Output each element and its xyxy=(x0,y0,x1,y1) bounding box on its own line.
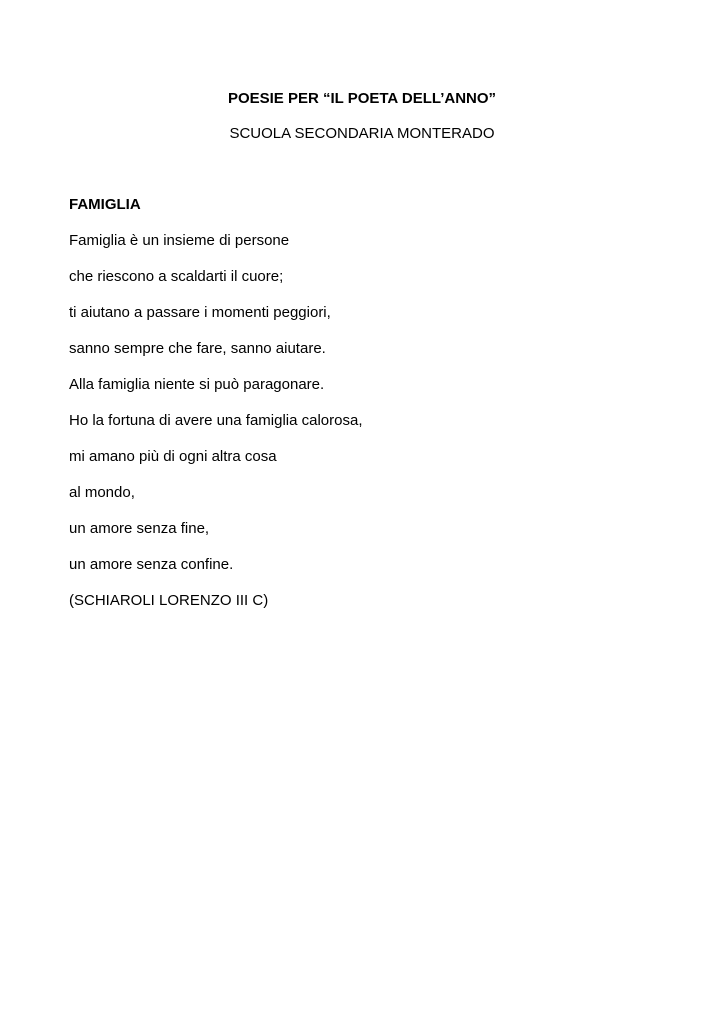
document-title: POESIE PER “IL POETA DELL’ANNO” xyxy=(227,90,497,107)
poem-line: un amore senza fine, xyxy=(69,520,210,537)
poem-line: che riescono a scaldarti il cuore; xyxy=(69,268,284,285)
poem-title: FAMIGLIA xyxy=(69,196,141,213)
poem-line: mi amano più di ogni altra cosa xyxy=(69,448,277,465)
poem-line: al mondo, xyxy=(69,484,135,501)
poem xyxy=(69,196,669,628)
poem-line: ti aiutano a passare i momenti peggiori, xyxy=(69,304,331,321)
poem-line: Alla famiglia niente si può paragonare. xyxy=(69,376,325,393)
document-subtitle: SCUOLA SECONDARIA MONTERADO xyxy=(229,125,495,142)
poem-line: sanno sempre che fare, sanno aiutare. xyxy=(69,340,326,357)
poem-author: (SCHIAROLI LORENZO III C) xyxy=(69,592,269,609)
poem-line: Famiglia è un insieme di persone xyxy=(69,232,290,249)
poem-line: un amore senza confine. xyxy=(69,556,234,573)
poem-line: Ho la fortuna di avere una famiglia calorosa, xyxy=(69,412,363,429)
